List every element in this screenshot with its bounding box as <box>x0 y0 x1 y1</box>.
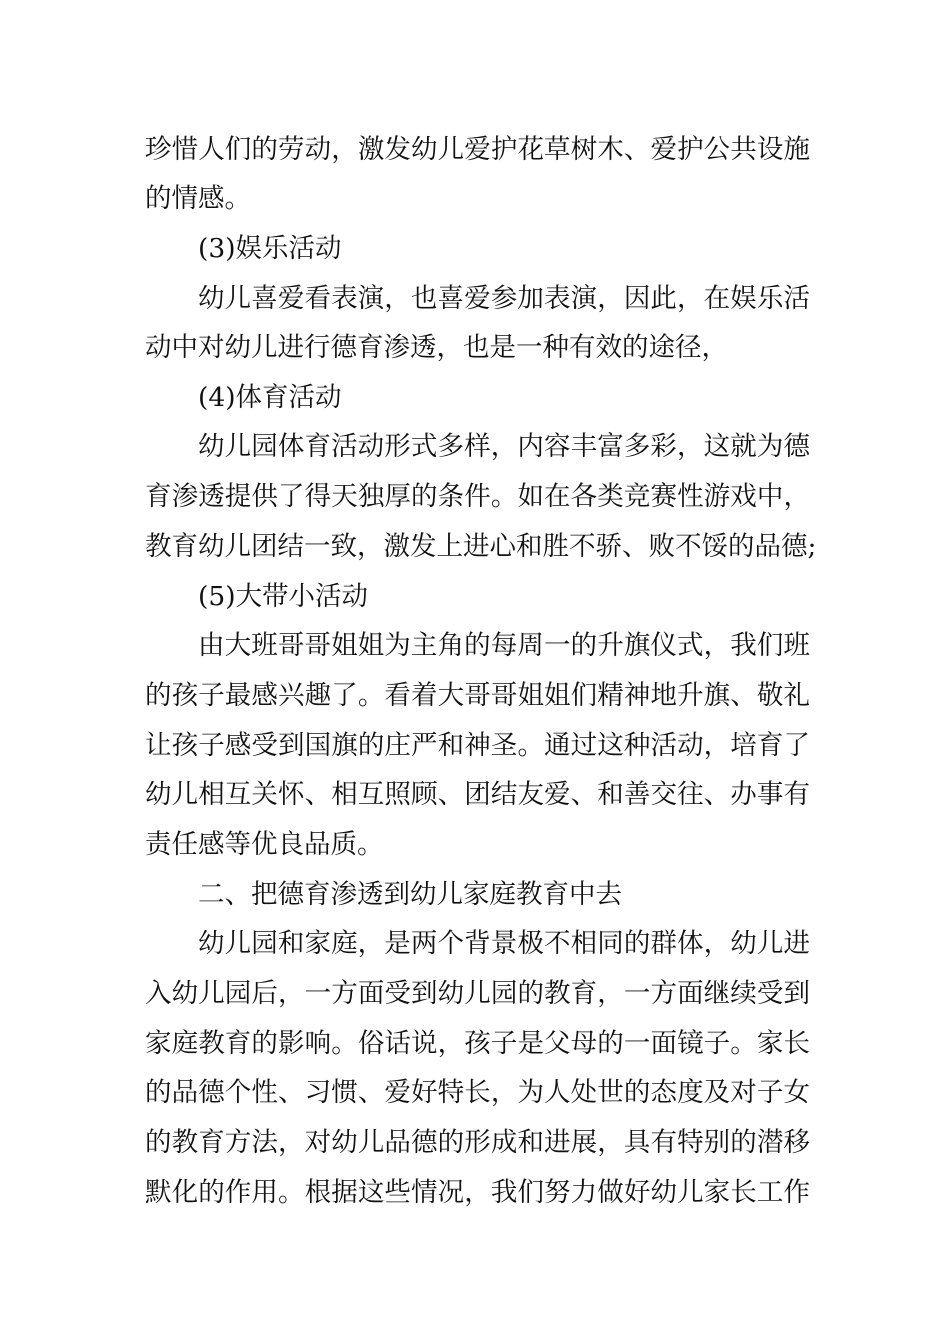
text-line: 家庭教育的影响。俗话说，孩子是父母的一面镜子。家长 <box>145 1028 810 1059</box>
section-heading: (4)体育活动 <box>198 382 342 413</box>
text-line: 的孩子最感兴趣了。看着大哥哥姐姐们精神地升旗、敬礼 <box>145 680 810 711</box>
text-line: 由大班哥哥姐姐为主角的每周一的升旗仪式，我们班 <box>198 630 810 661</box>
text-line: 幼儿园体育活动形式多样，内容丰富多彩，这就为德 <box>198 431 810 462</box>
text-line: 动中对幼儿进行德育渗透，也是一种有效的途径， <box>145 332 728 363</box>
text-line: 的品德个性、习惯、爱好特长，为人处世的态度及对子女 <box>145 1077 810 1108</box>
text-line: 入幼儿园后，一方面受到幼儿园的教育，一方面继续受到 <box>145 978 810 1009</box>
text-line: 责任感等优良品质。 <box>145 829 384 860</box>
text-line: 育渗透提供了得天独厚的条件。如在各类竞赛性游戏中， <box>145 481 810 512</box>
section-heading: 二、把德育渗透到幼儿家庭教育中去 <box>198 879 622 910</box>
text-line: 珍惜人们的劳动，激发幼儿爱护花草树木、爱护公共设施 <box>145 134 810 165</box>
text-line: 让孩子感受到国旗的庄严和神圣。通过这种活动，培育了 <box>145 730 810 761</box>
text-line: 幼儿喜爱看表演，也喜爱参加表演，因此，在娱乐活 <box>198 283 810 314</box>
text-line: 教育幼儿团结一致，激发上进心和胜不骄、败不馁的品德; <box>145 531 817 562</box>
text-line: 的情感。 <box>145 183 251 214</box>
text-line: 的教育方法，对幼儿品德的形成和进展，具有特别的潜移 <box>145 1127 810 1158</box>
text-line: 默化的作用。根据这些情况，我们努力做好幼儿家长工作 <box>145 1177 810 1208</box>
section-heading: (5)大带小活动 <box>198 581 369 612</box>
text-line: 幼儿园和家庭，是两个背景极不相同的群体，幼儿进 <box>198 928 810 959</box>
text-line: 幼儿相互关怀、相互照顾、团结友爱、和善交往、办事有 <box>145 779 810 810</box>
section-heading: (3)娱乐活动 <box>198 233 342 264</box>
